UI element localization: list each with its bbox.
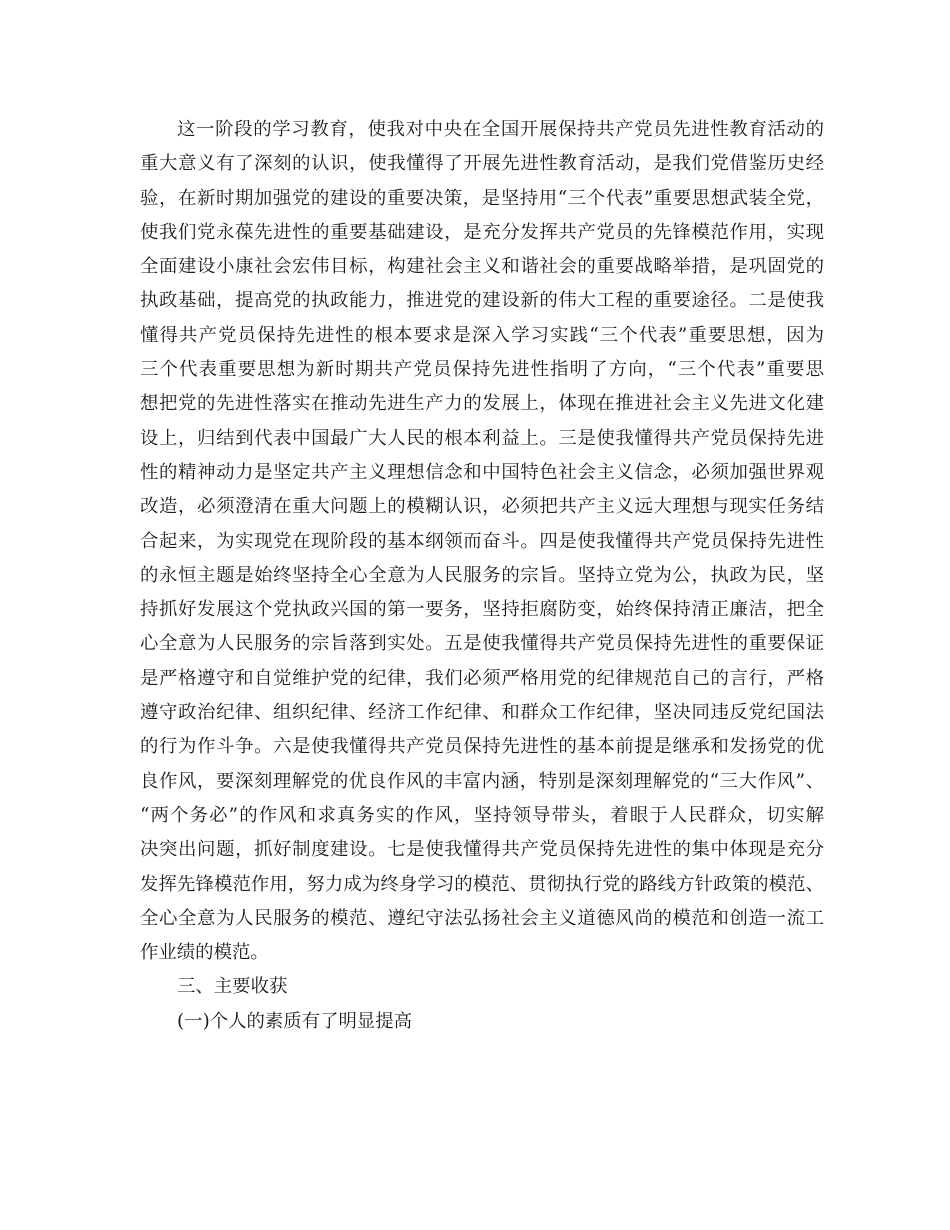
paragraph-line: 心全意为人民服务的宗旨落到实处。五是使我懂得共产党员保持先进性的重要保证 — [140, 633, 824, 655]
paragraph-line: 持抓好发展这个党执政兴国的第一要务，坚持拒腐防变，始终保持清正廉洁，把全 — [140, 599, 824, 621]
paragraph-line: 使我们党永葆先进性的重要基础建设，是充分发挥共产党员的先锋模范作用，实现 — [140, 221, 824, 243]
paragraph-line: 执政基础，提高党的执政能力，推进党的建设新的伟大工程的重要途径。二是使我 — [140, 290, 824, 312]
paragraph-line: 合起来，为实现党在现阶段的基本纲领而奋斗。四是使我懂得共产党员保持先进性 — [140, 530, 824, 552]
paragraph-line: 的行为作斗争。六是使我懂得共产党员保持先进性的基本前提是继承和发扬党的优 — [140, 736, 824, 758]
paragraph-line: 遵守政治纪律、组织纪律、经济工作纪律、和群众工作纪律，坚决同违反党纪国法 — [140, 702, 824, 724]
paragraph-line: 是严格遵守和自觉维护党的纪律，我们必须严格用党的纪律规范自己的言行，严格 — [140, 667, 824, 689]
paragraph-line: “两个务必”的作风和求真务实的作风，坚持领导带头，着眼于人民群众，切实解 — [140, 804, 824, 826]
paragraph-line: 三个代表重要思想为新时期共产党员保持先进性指明了方向，“三个代表”重要思 — [140, 359, 824, 381]
paragraph-line: 决突出问题，抓好制度建设。七是使我懂得共产党员保持先进性的集中体现是充分 — [140, 839, 824, 861]
section-heading: 三、主要收获 — [177, 976, 288, 998]
paragraph-line: 想把党的先进性落实在推动先进生产力的发展上，体现在推进社会主义先进文化建 — [140, 393, 824, 415]
paragraph-line: 发挥先锋模范作用，努力成为终身学习的模范、贯彻执行党的路线方针政策的模范、 — [140, 873, 824, 895]
paragraph-line: 设上，归结到代表中国最广大人民的根本利益上。三是使我懂得共产党员保持先进 — [140, 427, 824, 449]
paragraph-line: 全心全意为人民服务的模范、遵纪守法弘扬社会主义道德风尚的模范和创造一流工 — [140, 907, 824, 929]
paragraph-line: 这一阶段的学习教育，使我对中央在全国开展保持共产党员先进性教育活动的 — [177, 119, 824, 140]
body-paragraph — [140, 113, 824, 970]
paragraph-line: 全面建设小康社会宏伟目标，构建社会主义和谐社会的重要战略举措，是巩固党的 — [140, 256, 824, 278]
paragraph-line: 验，在新时期加强党的建设的重要决策，是坚持用“三个代表”重要思想武装全党， — [140, 187, 824, 209]
paragraph-line: 作业绩的模范。 — [140, 942, 269, 964]
paragraph-line: 性的精神动力是坚定共产主义理想信念和中国特色社会主义信念，必须加强世界观 — [140, 461, 824, 483]
paragraph-line: 懂得共产党员保持先进性的根本要求是深入学习实践“三个代表”重要思想，因为 — [140, 324, 824, 346]
subsection-heading: (一)个人的素质有了明显提高 — [177, 1010, 413, 1032]
paragraph-line: 良作风，要深刻理解党的优良作风的丰富内涵，特别是深刻理解党的“三大作风”、 — [140, 770, 824, 792]
paragraph-line: 重大意义有了深刻的认识，使我懂得了开展先进性教育活动，是我们党借鉴历史经 — [140, 153, 824, 175]
paragraph-line: 的永恒主题是始终坚持全心全意为人民服务的宗旨。坚持立党为公，执政为民，坚 — [140, 564, 824, 586]
paragraph-line: 改造，必须澄清在重大问题上的模糊认识，必须把共产主义远大理想与现实任务结 — [140, 496, 824, 518]
document-body — [140, 113, 824, 1039]
